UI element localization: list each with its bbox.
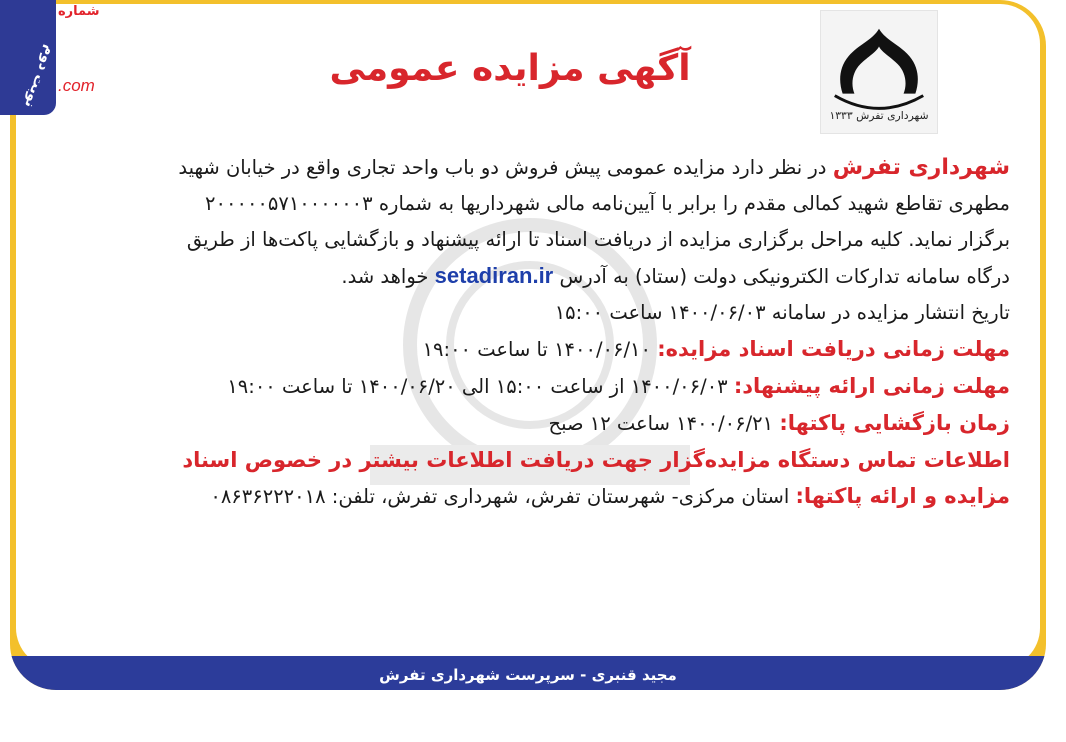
body-line-4: [42, 258, 1010, 295]
corner-site-text: .com: [58, 76, 95, 95]
document-deadline-line: [42, 331, 1010, 368]
municipality-logo: [820, 10, 938, 134]
offer-deadline-label: مهلت زمانی ارائه پیشنهاد:: [733, 374, 1010, 398]
contact-value: استان مرکزی- شهرستان تفرش، شهرداری تفرش، تلفن: ۰۸۶۳۶۲۲۲۰۱۸: [210, 485, 796, 508]
opening-time-line: [42, 405, 1010, 442]
body-line-2: مطهری تقاطع شهید کمالی مقدم را برابر با آیین‌نامه مالی شهرداریها به شماره ۲۰۰۰۰۰۵۷۱۰۰۰۰۰۰۳: [205, 192, 1010, 215]
offer-deadline-value: ۱۴۰۰/۰۶/۰۳ از ساعت ۱۵:۰۰ الی ۱۴۰۰/۰۶/۲۰ تا ساعت ۱۹:۰۰: [227, 375, 734, 398]
body-line-4-start: درگاه سامانه تدارکات الکترونیکی دولت (ستاد) به آدرس: [553, 265, 1010, 288]
body-line-3: برگزار نماید. کلیه مراحل برگزاری مزایده از دریافت اسناد تا ارائه پیشنهاد و بازگشایی پاکت‌ها از طریق: [186, 228, 1010, 251]
publish-date-line: تاریخ انتشار مزایده در سامانه ۱۴۰۰/۰۶/۰۳ ساعت ۱۵:۰۰: [554, 301, 1010, 324]
setadiran-link[interactable]: setadiran.ir: [434, 263, 554, 288]
logo-caption: شهرداری تفرش ۱۳۳۳: [829, 109, 929, 123]
dome-logo-icon: [821, 11, 937, 133]
opening-time-value: ۱۴۰۰/۰۶/۲۱ ساعت ۱۲ صبح: [548, 412, 780, 435]
opening-time-label: زمان بازگشایی پاکتها:: [779, 411, 1010, 435]
offer-deadline-line: [42, 368, 1010, 405]
body-line-1-text: در نظر دارد مزایده عمومی پیش فروش دو باب واحد تجاری واقع در خیابان شهید: [178, 156, 833, 179]
contact-label: مزایده و ارائه پاکتها:: [795, 484, 1010, 508]
municipality-name: شهرداری تفرش: [832, 155, 1010, 180]
contact-heading-line: اطلاعات تماس دستگاه مزایده‌گزار جهت دریافت اطلاعات بیشتر در خصوص اسناد: [182, 448, 1010, 472]
body-line-1: [42, 150, 1010, 186]
corner-red-text: شماره: [58, 4, 100, 19]
document-deadline-value: ۱۴۰۰/۰۶/۱۰ تا ساعت ۱۹:۰۰: [422, 338, 658, 361]
footer-signature: مجید قنبری - سرپرست شهرداری تفرش: [379, 666, 677, 684]
contact-line: [42, 478, 1010, 515]
corner-vertical-text: نوبت دوم: [21, 43, 59, 110]
corner-tag: [0, 0, 59, 115]
notice-body: [42, 150, 1010, 515]
body-line-4-end: خواهد شد.: [341, 265, 435, 288]
page-title: آگهی مزایده عمومی: [329, 48, 691, 89]
document-deadline-label: مهلت زمانی دریافت اسناد مزایده:: [657, 337, 1010, 361]
